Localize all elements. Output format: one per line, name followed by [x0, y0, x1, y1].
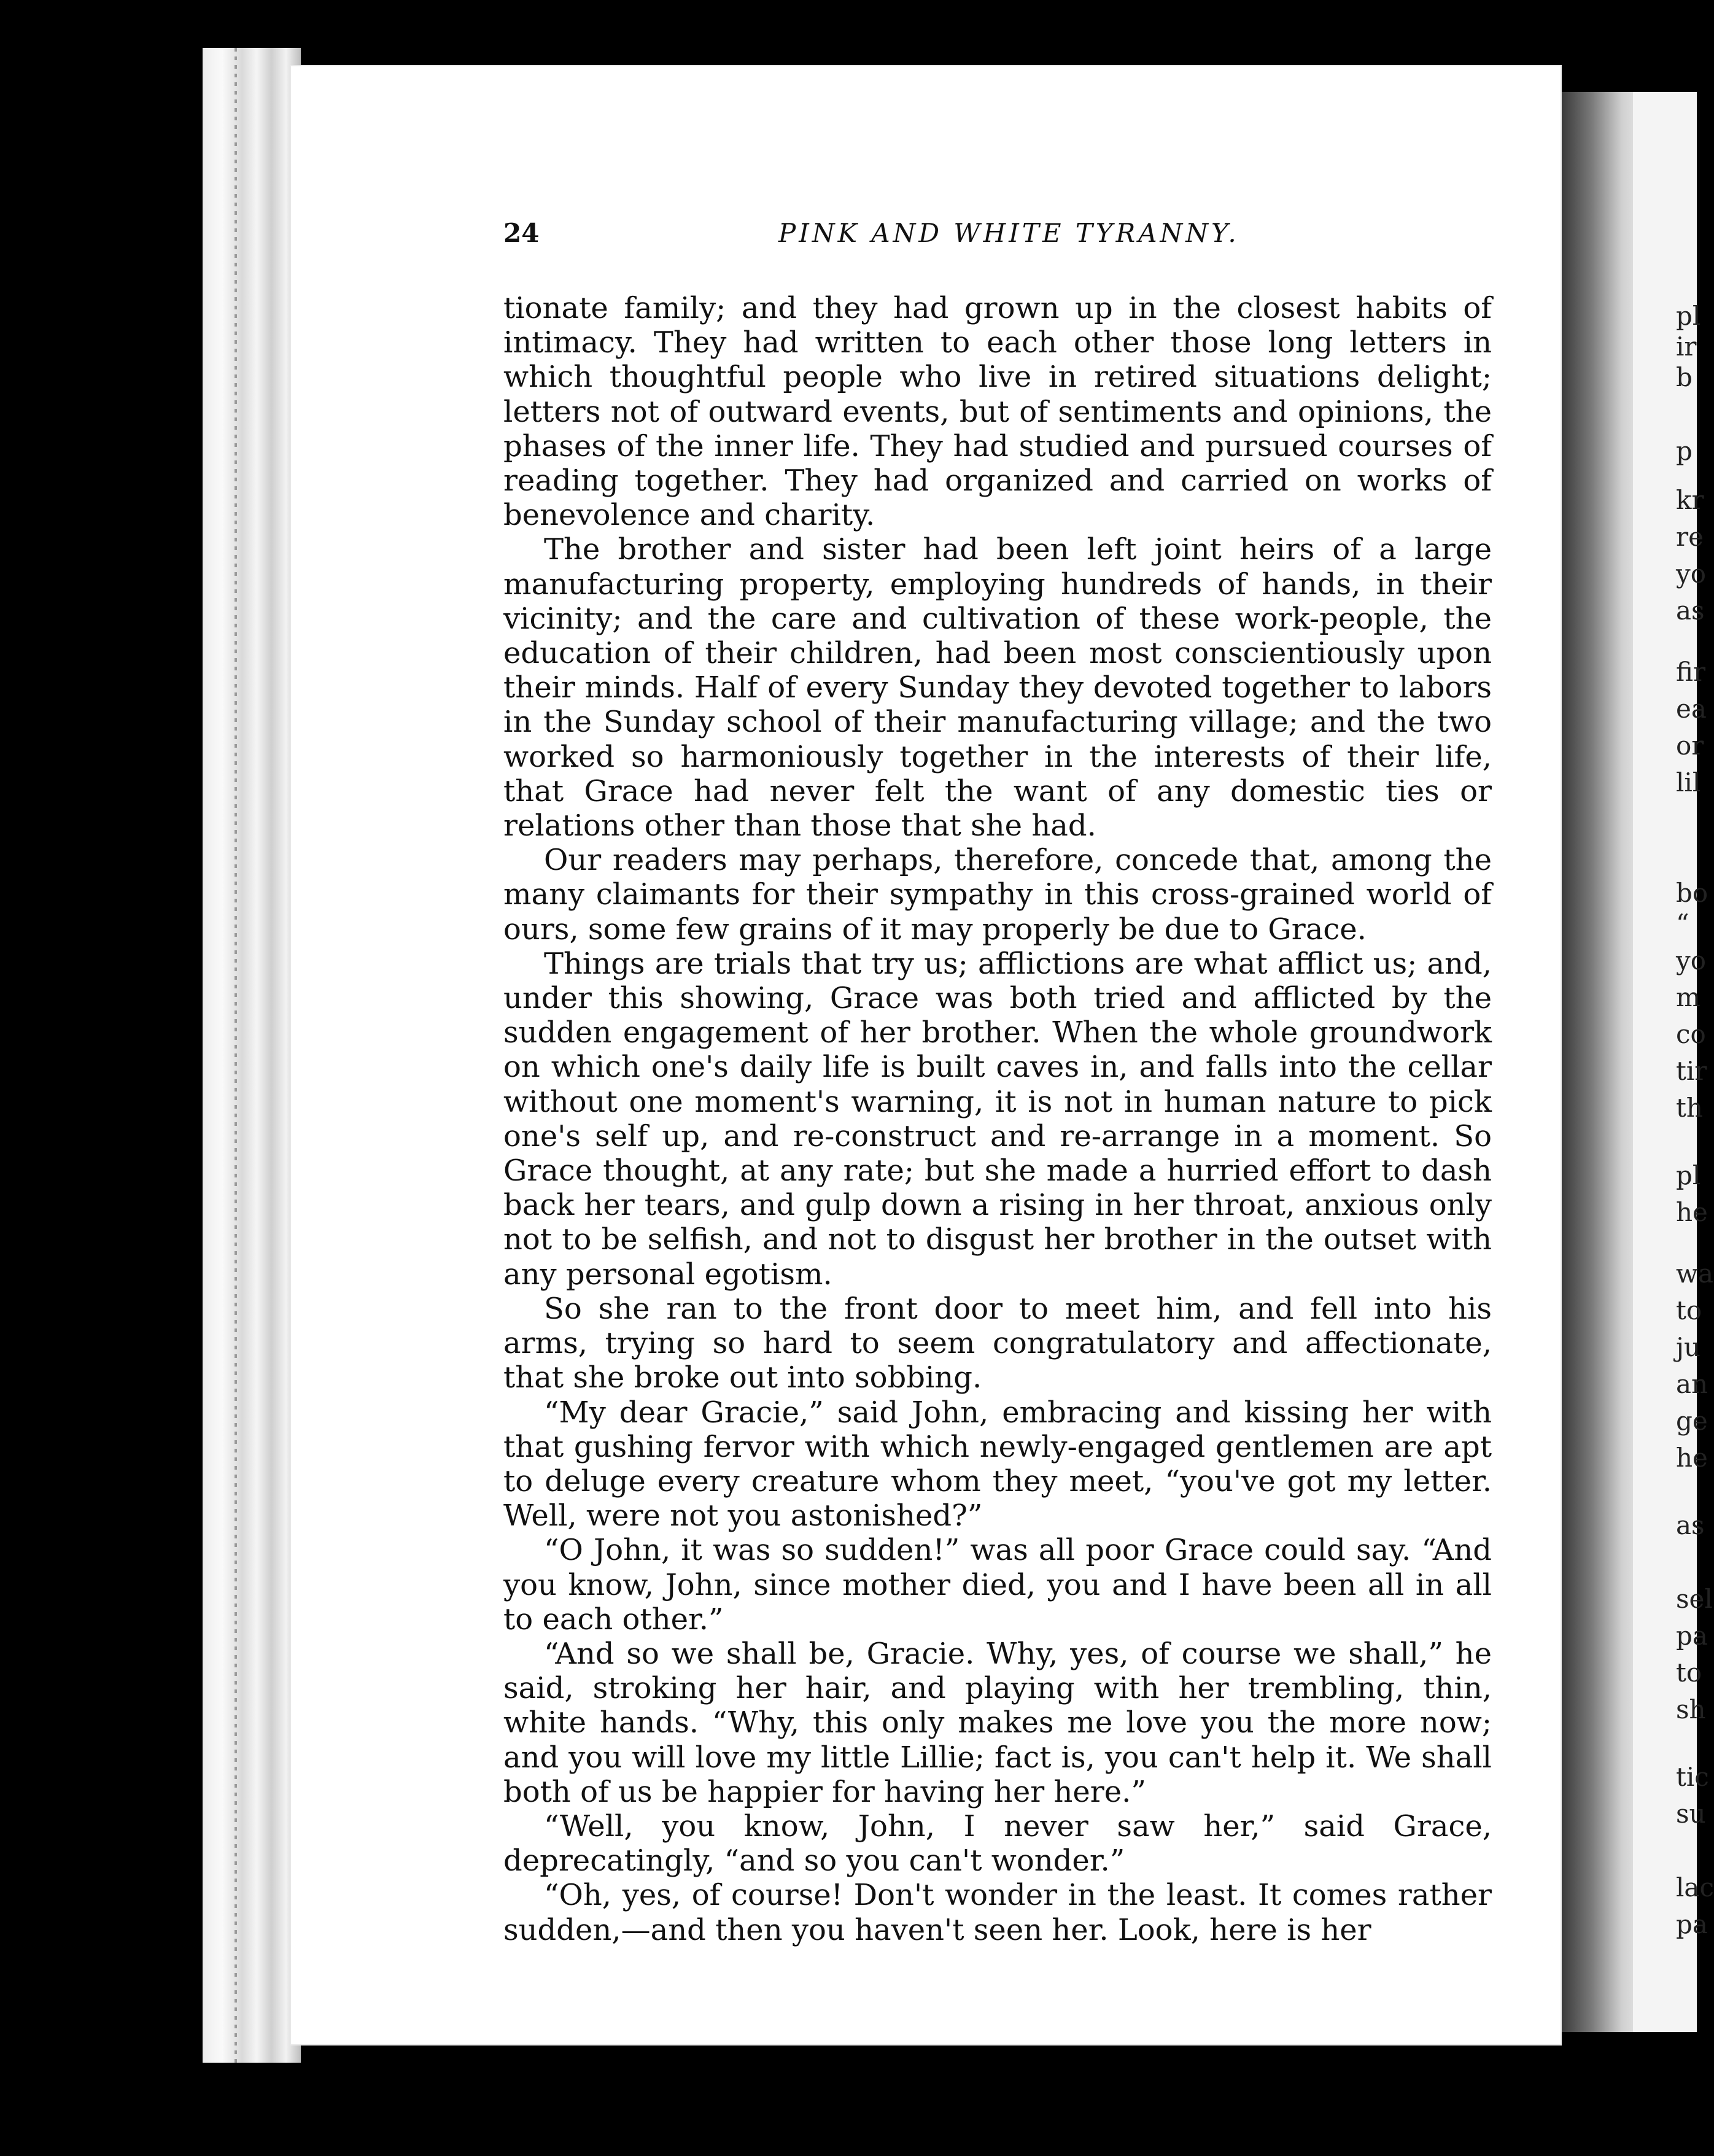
page-number: 24	[503, 218, 540, 248]
paragraph: So she ran to the front door to meet him, and fell into his arms, trying so hard to seem congratulatory and affectionate, that she broke out into sobbing.	[503, 1291, 1492, 1395]
facing-page-fragment: su	[1676, 1799, 1706, 1829]
facing-page-fragment: “	[1676, 909, 1689, 939]
facing-page-fragment: th	[1676, 1093, 1703, 1123]
facing-page-fragment: lac	[1676, 1872, 1714, 1902]
facing-page-fragment: bo	[1676, 878, 1708, 908]
body-text	[503, 291, 1492, 1947]
facing-page-fragment: kr	[1676, 485, 1704, 515]
facing-page-fragment: to	[1676, 1295, 1702, 1325]
facing-page-fragment: pl	[1676, 1160, 1701, 1190]
facing-page-fragment: to	[1676, 1658, 1702, 1688]
facing-page-fragment: pa	[1676, 1621, 1708, 1651]
facing-page-fragment: or	[1676, 731, 1704, 761]
facing-page-fragment: ir	[1676, 332, 1697, 362]
facing-page-fragment: fir	[1676, 657, 1706, 687]
paragraph: “My dear Gracie,” said John, embracing and kissing her with that gushing fervor with which newly-engaged gentlemen are apt to deluge every creature whom they meet, “you've got my letter. Well, were not you astonished?”	[503, 1395, 1492, 1534]
facing-page-fragment: ea	[1676, 694, 1707, 724]
facing-page-fragment: ju	[1676, 1332, 1701, 1362]
facing-page-fragment: as	[1676, 595, 1705, 626]
paragraph: tionate family; and they had grown up in the closest habits of intimacy. They had written to each other those long letters in which thoughtful people who live in retired situations delight; letters not of outward events, but of sentiments and opinions, the phases of the inner life. They had studied and pursued courses of reading together. They had organized and carried on works of benevolence and charity.	[503, 291, 1492, 533]
facing-page-fragment: pa	[1676, 1909, 1708, 1939]
page-edges	[203, 48, 301, 2063]
facing-page-fragment: p	[1676, 436, 1693, 466]
facing-page-fragment: sh	[1676, 1694, 1706, 1724]
facing-page-fragment: lil	[1676, 767, 1701, 797]
paragraph: “Well, you know, John, I never saw her,” said Grace, deprecatingly, “and so you can't wonder.”	[503, 1809, 1492, 1879]
running-title: PINK AND WHITE TYRANNY.	[778, 218, 1239, 248]
facing-page-fragment: pl	[1676, 301, 1701, 331]
paragraph: “And so we shall be, Gracie. Why, yes, of course we shall,” he said, stroking her hair, and playing with her trembling, thin, white hands. “Why, this only makes me love you the more now; and you will love my little Lillie; fact is, you can't help it. We shall both of us be happier for having her here.”	[503, 1636, 1492, 1809]
facing-page-fragment: co	[1676, 1019, 1706, 1049]
facing-page-fragment: as	[1676, 1510, 1705, 1540]
paragraph: “Oh, yes, of course! Don't wonder in the least. It comes rather sudden,—and then you haven't seen her. Look, here is her	[503, 1878, 1492, 1947]
facing-page-fragment: re	[1676, 522, 1704, 552]
facing-page	[1633, 92, 1714, 2032]
facing-page-fragment: yo	[1676, 559, 1707, 589]
paragraph: Things are trials that try us; afflictions are what afflict us; and, under this showing, Grace was both tried and afflicted by the sudden engagement of her brother. When the whole groundwork on which one's daily life is built caves in, and falls into the cellar without one moment's warning, it is not in human nature to pick one's self up, and re-construct and re-arrange in a moment. So Grace thought, at any rate; but she made a hurried effort to dash back her tears, and gulp down a rising in her throat, anxious only not to be selfish, and not to disgust her brother in the outset with any personal egotism.	[503, 946, 1492, 1292]
facing-page-fragment: tic	[1676, 1762, 1709, 1792]
facing-page-fragment: wa	[1676, 1258, 1713, 1289]
facing-page-fragment: m	[1676, 982, 1700, 1012]
facing-page-fragment: an	[1676, 1369, 1708, 1399]
facing-page-fragment: tir	[1676, 1056, 1707, 1086]
paragraph: Our readers may perhaps, therefore, concede that, among the many claimants for their sympathy in this cross-grained world of ours, some few grains of it may properly be due to Grace.	[503, 843, 1492, 947]
paragraph: “O John, it was so sudden!” was all poor Grace could say. “And you know, John, since mother died, you and I have been all in all to each other.”	[503, 1533, 1492, 1637]
facing-page-fragment: b	[1676, 362, 1693, 392]
facing-page-fragment: he	[1676, 1443, 1708, 1473]
facing-page-fragment: yo	[1676, 945, 1707, 975]
facing-page-fragment: ge	[1676, 1406, 1708, 1436]
facing-page-fragment: sel	[1676, 1584, 1713, 1614]
facing-page-fragment: he	[1676, 1197, 1708, 1227]
paragraph: The brother and sister had been left joint heirs of a large manufacturing property, employing hundreds of hands, in their vicinity; and the care and cultivation of these work-people, the education of their children, had been most conscientiously upon their minds. Half of every Sunday they devoted together to labors in the Sunday school of their manufacturing village; and the two worked so harmoniously together in the interests of their life, that Grace had never felt the want of any domestic ties or relations other than those that she had.	[503, 532, 1492, 843]
